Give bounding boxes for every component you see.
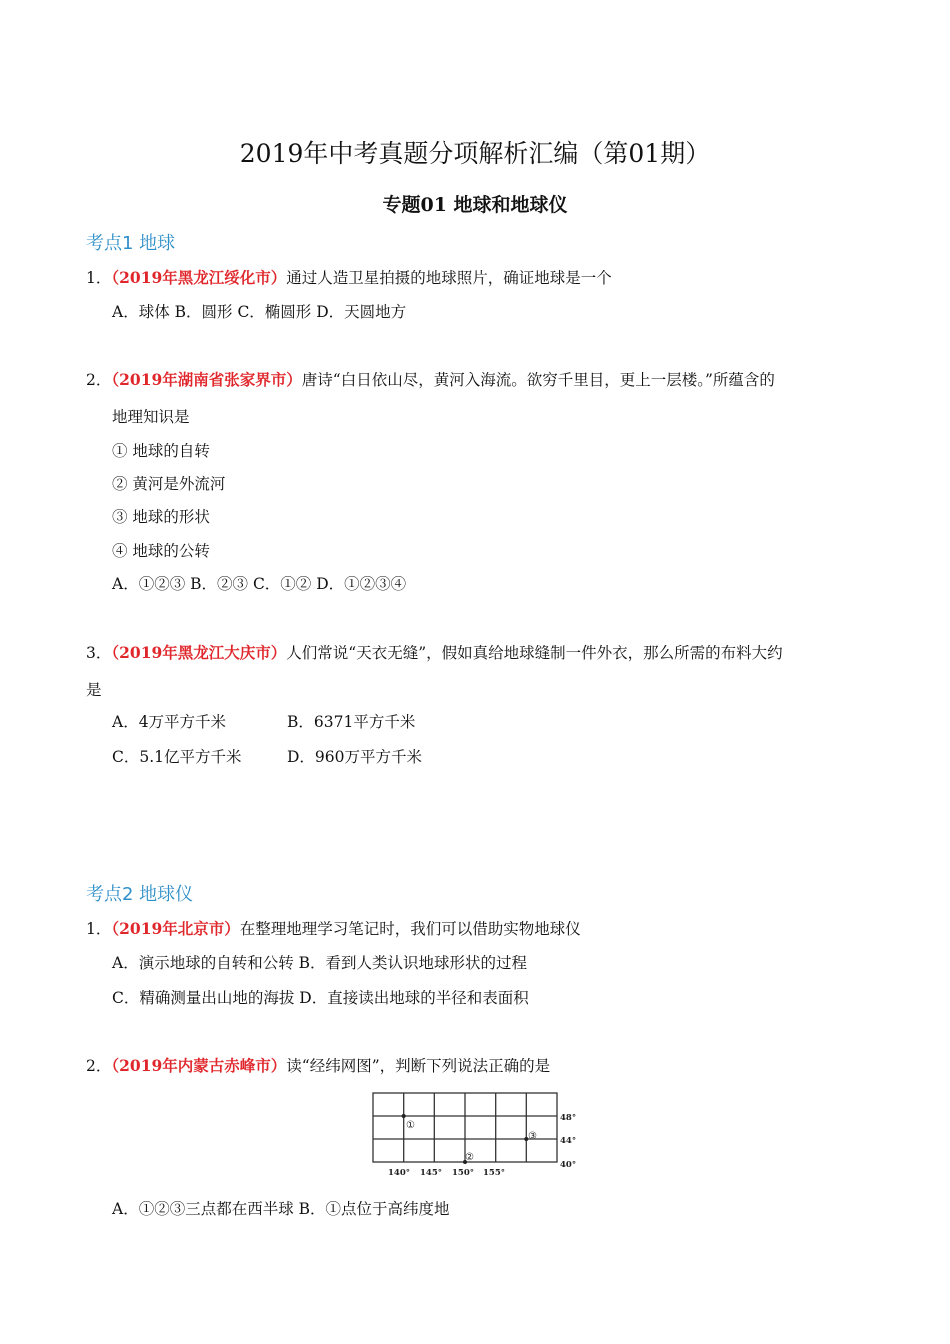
latitude-longitude-grid-figure bbox=[371, 1090, 583, 1182]
question-2-2 bbox=[86, 1054, 550, 1076]
latitude-label: 40° bbox=[560, 1160, 577, 1170]
question-stem: 唐诗“白日依山尽，黄河入海流。欲穷千里目，更上一层楼。”所蕴含的 bbox=[301, 371, 775, 389]
point-1-dot bbox=[402, 1114, 406, 1118]
statement-item: ① 地球的自转 bbox=[112, 442, 210, 460]
point-label: ② bbox=[465, 1152, 474, 1163]
option-d: D．960万平方千米 bbox=[287, 748, 423, 766]
page-subtitle: 专题01 地球和地球仪 bbox=[382, 194, 568, 216]
point-label: ① bbox=[406, 1120, 415, 1131]
question-2-1 bbox=[86, 917, 581, 939]
question-1-2-options: A．①②③ B．②③ C．①② D．①②③④ bbox=[112, 575, 407, 593]
option-b: B．6371平方千米 bbox=[287, 713, 416, 731]
longitude-label: 155° bbox=[483, 1168, 505, 1178]
question-number: 2． bbox=[86, 371, 112, 389]
latitude-label: 48° bbox=[560, 1113, 577, 1123]
question-source: （2019年内蒙古赤峰市） bbox=[111, 1056, 287, 1075]
longitude-label: 150° bbox=[452, 1168, 474, 1178]
question-1-1 bbox=[86, 266, 612, 288]
question-stem: 通过人造卫星拍摄的地球照片，确证地球是一个 bbox=[286, 269, 612, 287]
question-stem-continued: 是 bbox=[86, 681, 102, 699]
point-label: ③ bbox=[528, 1131, 537, 1142]
question-2-1-options-line2: C．精确测量出山地的海拔 D．直接读出地球的半径和表面积 bbox=[112, 989, 529, 1007]
question-number: 2． bbox=[86, 1057, 112, 1075]
question-1-3 bbox=[86, 641, 783, 663]
question-1-1-options: A．球体 B．圆形 C．椭圆形 D．天圆地方 bbox=[112, 303, 407, 321]
question-2-1-options-line1: A．演示地球的自转和公转 B．看到人类认识地球形状的过程 bbox=[112, 954, 528, 972]
statement-item: ④ 地球的公转 bbox=[112, 542, 210, 560]
question-source: （2019年黑龙江大庆市） bbox=[111, 643, 287, 662]
statement-item: ③ 地球的形状 bbox=[112, 508, 210, 526]
page-title: 2019年中考真题分项解析汇编（第01期） bbox=[239, 139, 711, 168]
question-number: 3． bbox=[86, 644, 112, 662]
statement-item: ② 黄河是外流河 bbox=[112, 475, 226, 493]
question-1-2 bbox=[86, 368, 775, 390]
section-heading-earth: 考点1 地球 bbox=[86, 233, 176, 254]
question-source: （2019年湖南省张家界市） bbox=[111, 370, 302, 389]
question-number: 1． bbox=[86, 920, 112, 938]
section-heading-globe: 考点2 地球仪 bbox=[86, 884, 194, 905]
question-stem: 在整理地理学习笔记时，我们可以借助实物地球仪 bbox=[239, 920, 581, 938]
question-number: 1． bbox=[86, 269, 112, 287]
question-stem: 人们常说“天衣无缝”，假如真给地球缝制一件外衣，那么所需的布料大约 bbox=[286, 644, 783, 662]
longitude-label: 140° bbox=[388, 1168, 410, 1178]
longitude-label: 145° bbox=[420, 1168, 442, 1178]
latitude-label: 44° bbox=[560, 1136, 577, 1146]
question-stem: 读“经纬网图”，判断下列说法正确的是 bbox=[286, 1057, 551, 1075]
question-source: （2019年黑龙江绥化市） bbox=[111, 268, 287, 287]
question-source: （2019年北京市） bbox=[111, 919, 240, 938]
question-2-2-options-line1: A．①②③三点都在西半球 B．①点位于高纬度地 bbox=[112, 1200, 450, 1218]
option-a: A．4万平方千米 bbox=[112, 713, 227, 731]
option-c: C．5.1亿平方千米 bbox=[112, 748, 242, 766]
question-stem-continued: 地理知识是 bbox=[112, 408, 190, 426]
